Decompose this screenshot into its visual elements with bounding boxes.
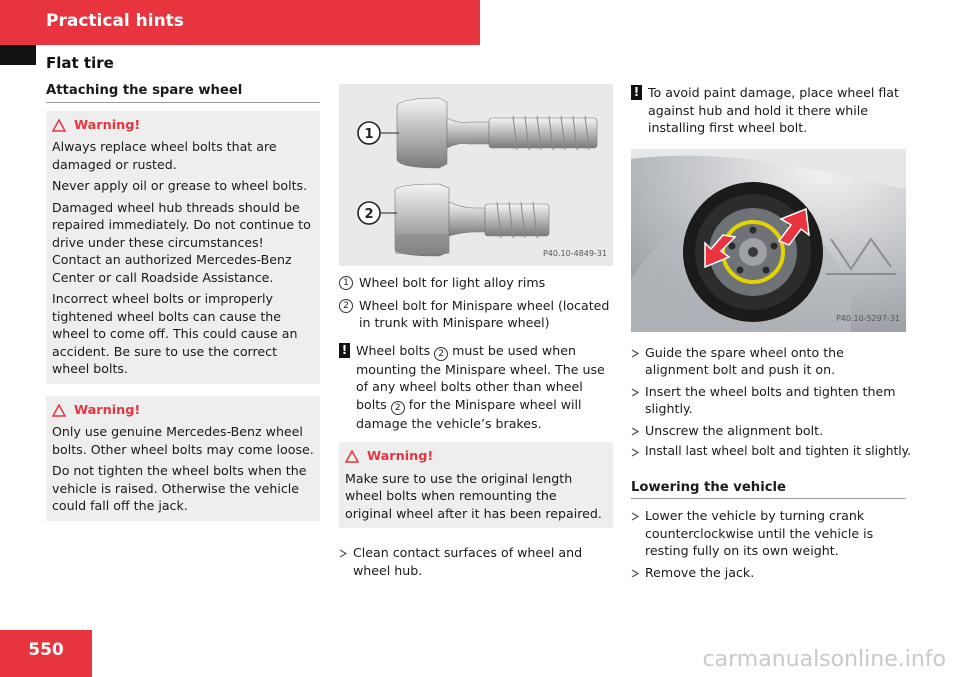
minispare-wheel-bolt — [395, 184, 549, 256]
step-arrow-icon — [631, 349, 639, 358]
legend-number: 2 — [339, 299, 353, 313]
step-arrow-icon — [631, 569, 639, 578]
warning-header — [52, 117, 314, 135]
callout-2: 2 — [364, 207, 374, 222]
figure-code: P40.10-5297-31 — [835, 314, 900, 323]
exclamation-icon: ! — [339, 343, 350, 358]
spare-wheel-illustration — [631, 149, 906, 332]
warning-paragraph: Do not tighten the wheel bolts when the vehicle is raised. Otherwise the vehicle could fall off the jack. — [52, 463, 307, 513]
step-text: Insert the wheel bolts and tighten them slightly. — [645, 383, 896, 416]
legend-text: Wheel bolt for light alloy rims — [359, 275, 546, 290]
steps-list — [631, 507, 906, 581]
step-arrow-icon — [631, 448, 639, 457]
warning-box-wheel-bolts — [46, 111, 320, 384]
step-arrow-icon — [631, 388, 639, 397]
step-text: Clean contact surfaces of wheel and wheel hub. — [353, 545, 583, 578]
note-text: Wheel bolts 2 must be used when mounting the Minispare wheel. The use of any wheel bolts other than wheel bolts 2 for the Minispare wheel will damage the vehicle’s brakes. — [356, 342, 605, 431]
step-item — [631, 383, 906, 418]
heading-attaching-spare-wheel: Attaching the spare wheel — [46, 82, 320, 103]
warning-header — [345, 448, 607, 466]
warning-triangle-icon — [52, 404, 66, 417]
figure-code: P40.10-4849-31 — [542, 248, 607, 258]
inline-number: 2 — [391, 401, 405, 415]
legend-number: 1 — [339, 276, 353, 290]
warning-paragraph: Damaged wheel hub threads should be repaired immediately. Do not continue to drive under these circumstances! Contact an authorized Mercedes-Benz Center or call Roadside Assistance. — [52, 199, 311, 285]
step-text: Lower the vehicle by turning crank counterclockwise until the vehicle is resting fully on its own weight. — [645, 508, 874, 558]
step-item — [631, 564, 906, 582]
step-arrow-icon — [631, 427, 639, 436]
warning-label: Warning! — [74, 117, 141, 133]
step-text: Install last wheel bolt and tighten it slightly. — [645, 444, 912, 458]
column-middle — [339, 84, 613, 579]
wheel-bolts-illustration — [339, 84, 613, 266]
note-text: To avoid paint damage, place wheel flat against hub and hold it there while installing first wheel bolt. — [648, 85, 899, 135]
section-title: Flat tire — [46, 54, 114, 72]
warning-paragraph: Incorrect wheel bolts or improperly tightened wheel bolts can cause the wheel to come off. This could cause an accident. Be sure to use the correct wheel bolts. — [52, 291, 298, 376]
legend-text: Wheel bolt for Minispare wheel (located in trunk with Minispare wheel) — [359, 297, 610, 330]
warning-triangle-icon — [52, 119, 66, 132]
step-item — [631, 344, 906, 379]
warning-paragraph: Make sure to use the original length wheel bolts when remounting the original wheel after it has been repaired. — [345, 470, 602, 521]
warning-paragraph: Never apply oil or grease to wheel bolts. — [52, 178, 308, 193]
wheel-bolts-figure — [339, 84, 613, 266]
step-text: Unscrew the alignment bolt. — [645, 422, 824, 438]
caution-note — [339, 342, 613, 433]
heading-lowering-vehicle: Lowering the vehicle — [631, 479, 906, 500]
legend-item — [339, 297, 613, 332]
warning-header — [52, 402, 314, 420]
step-arrow-icon — [339, 549, 347, 558]
step-item — [631, 422, 906, 440]
warning-triangle-icon — [345, 450, 359, 463]
step-arrow-icon — [631, 512, 639, 521]
callout-1: 1 — [364, 127, 374, 142]
spare-wheel-figure — [631, 149, 906, 332]
chapter-title: Practical hints — [46, 11, 184, 31]
column-left — [46, 82, 320, 521]
section-tab-marker — [0, 45, 36, 65]
spare-tire — [683, 182, 823, 322]
alloy-wheel-bolt — [397, 98, 597, 168]
steps-list — [631, 344, 912, 461]
warning-paragraph: Always replace wheel bolts that are damaged or rusted. — [52, 139, 277, 172]
step-text: Guide the spare wheel onto the alignment bolt and push it on. — [645, 344, 844, 377]
warning-box-original-bolts — [339, 442, 613, 528]
step-item — [631, 443, 912, 461]
step-item — [339, 544, 613, 579]
warning-box-genuine-bolts — [46, 396, 320, 521]
page-number: 550 — [28, 640, 64, 660]
warning-label: Warning! — [74, 402, 141, 418]
step-text: Remove the jack. — [645, 564, 755, 580]
warning-paragraph: Only use genuine Mercedes-Benz wheel bolts. Other wheel bolts may come loose. — [52, 424, 314, 457]
column-right — [631, 84, 912, 581]
exclamation-icon: ! — [631, 85, 642, 100]
warning-label: Warning! — [367, 449, 434, 464]
inline-number: 2 — [434, 347, 448, 361]
caution-note — [631, 84, 906, 137]
legend-item — [339, 274, 613, 292]
step-item — [631, 507, 906, 560]
watermark-text: carmanualsonline.info — [702, 647, 946, 672]
